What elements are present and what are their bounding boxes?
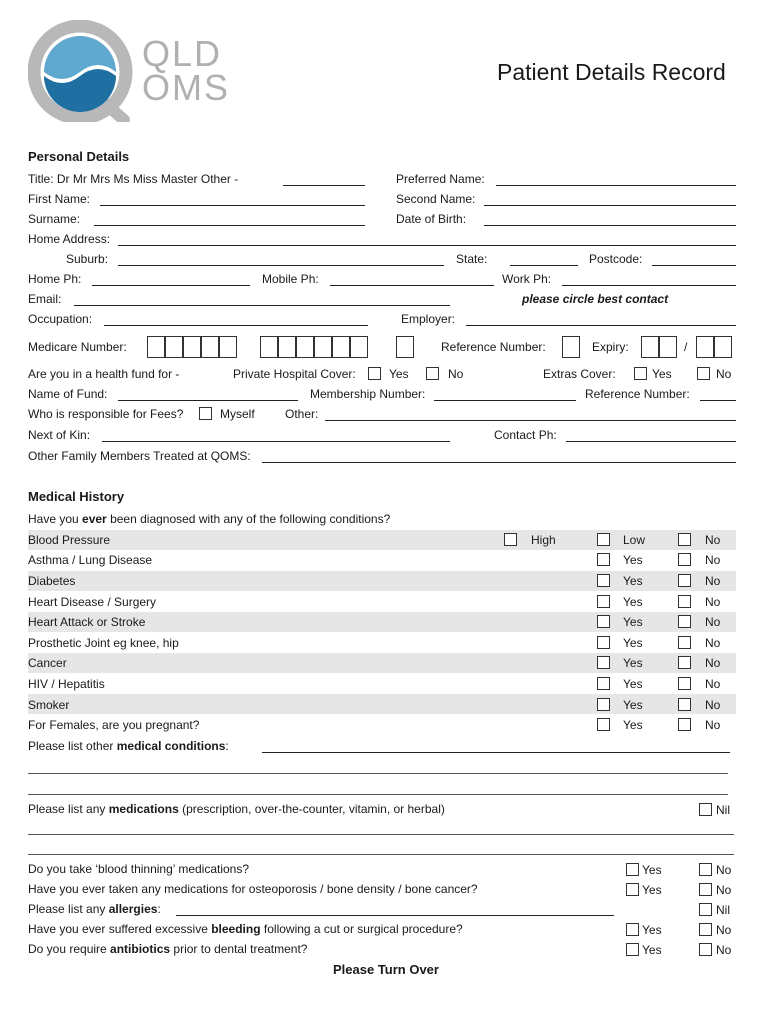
expiry-slash: / bbox=[684, 340, 688, 354]
condition-no-checkbox[interactable] bbox=[678, 615, 691, 628]
condition-yes-label: Yes bbox=[623, 718, 643, 732]
expiry-year-box[interactable] bbox=[714, 336, 732, 358]
other-conditions-label: Please list other medical conditions: bbox=[28, 739, 229, 753]
antibiotics-yes-checkbox[interactable] bbox=[626, 943, 639, 956]
condition-no-label: No bbox=[705, 553, 721, 567]
work-ph-label: Work Ph: bbox=[502, 272, 552, 286]
condition-no-label: No bbox=[705, 636, 721, 650]
page-title: Patient Details Record bbox=[497, 59, 726, 85]
private-cover-yes-checkbox[interactable] bbox=[368, 367, 381, 380]
occupation-label: Occupation: bbox=[28, 312, 93, 326]
private-cover-no-checkbox[interactable] bbox=[426, 367, 439, 380]
bleeding-no-checkbox[interactable] bbox=[699, 923, 712, 936]
allergies-field[interactable] bbox=[176, 915, 614, 916]
fees-other-field[interactable] bbox=[325, 420, 736, 421]
family-members-field[interactable] bbox=[262, 462, 736, 463]
work-ph-field[interactable] bbox=[562, 285, 736, 286]
private-cover-no-label: No bbox=[448, 367, 464, 381]
fees-myself-label: Myself bbox=[220, 407, 255, 421]
logo-text-oms: OMS bbox=[142, 67, 231, 108]
medicare-reference-box[interactable] bbox=[562, 336, 580, 358]
mobile-ph-label: Mobile Ph: bbox=[262, 272, 319, 286]
condition-label: Cancer bbox=[28, 656, 67, 670]
postcode-label: Postcode: bbox=[589, 252, 643, 266]
condition-high-label: High bbox=[531, 533, 556, 547]
condition-yes-checkbox[interactable] bbox=[597, 574, 610, 587]
condition-yes-checkbox[interactable] bbox=[597, 595, 610, 608]
extras-cover-no-checkbox[interactable] bbox=[697, 367, 710, 380]
osteoporosis-no-checkbox[interactable] bbox=[699, 883, 712, 896]
other-conditions-field[interactable] bbox=[262, 752, 730, 753]
osteoporosis-yes-checkbox[interactable] bbox=[626, 883, 639, 896]
condition-label: Heart Attack or Stroke bbox=[28, 615, 146, 629]
blood-thinning-question: Do you take ‘blood thinning’ medications? bbox=[28, 862, 250, 876]
medicare-reference-label: Reference Number: bbox=[441, 340, 546, 354]
best-contact-note: please circle best contact bbox=[522, 292, 669, 306]
medications-nil-label: Nil bbox=[716, 803, 730, 817]
occupation-field[interactable] bbox=[104, 325, 368, 326]
condition-label: Asthma / Lung Disease bbox=[28, 553, 153, 567]
condition-label: Smoker bbox=[28, 698, 70, 712]
blood-thinning-no-checkbox[interactable] bbox=[699, 863, 712, 876]
private-cover-yes-label: Yes bbox=[389, 367, 409, 381]
please-turn-over: Please Turn Over bbox=[333, 962, 439, 977]
fees-label: Who is responsible for Fees? bbox=[28, 407, 184, 421]
condition-yes-label: Yes bbox=[623, 656, 643, 670]
osteoporosis-question: Have you ever taken any medications for osteoporosis / bone density / bone cancer? bbox=[28, 882, 478, 896]
qld-oms-logo-mark bbox=[28, 20, 138, 122]
condition-no-checkbox[interactable] bbox=[678, 533, 691, 546]
state-field[interactable] bbox=[510, 265, 578, 266]
medicare-digit-box[interactable] bbox=[147, 336, 165, 358]
condition-label: Blood Pressure bbox=[28, 533, 111, 547]
antibiotics-no-checkbox[interactable] bbox=[699, 943, 712, 956]
contact-ph-field[interactable] bbox=[566, 441, 736, 442]
condition-yes-checkbox[interactable] bbox=[597, 615, 610, 628]
condition-no-label: No bbox=[705, 698, 721, 712]
condition-low-checkbox[interactable] bbox=[597, 533, 610, 546]
membership-field[interactable] bbox=[434, 400, 576, 401]
dob-field[interactable] bbox=[484, 225, 736, 226]
allergies-label: Please list any allergies: bbox=[28, 902, 161, 916]
blood-thinning-yes-checkbox[interactable] bbox=[626, 863, 639, 876]
condition-no-checkbox[interactable] bbox=[678, 574, 691, 587]
condition-yes-checkbox[interactable] bbox=[597, 677, 610, 690]
medicare-digit-box[interactable] bbox=[314, 336, 332, 358]
condition-yes-checkbox[interactable] bbox=[597, 553, 610, 566]
membership-label: Membership Number: bbox=[310, 387, 426, 401]
extras-cover-yes-label: Yes bbox=[652, 367, 672, 381]
section-heading-medical: Medical History bbox=[28, 489, 125, 504]
first-name-field[interactable] bbox=[100, 205, 365, 206]
condition-no-label: No bbox=[705, 677, 721, 691]
bleeding-yes-checkbox[interactable] bbox=[626, 923, 639, 936]
condition-no-checkbox[interactable] bbox=[678, 636, 691, 649]
email-field[interactable] bbox=[74, 305, 450, 306]
other-conditions-line[interactable] bbox=[28, 773, 728, 774]
condition-no-label: No bbox=[705, 574, 721, 588]
fund-name-label: Name of Fund: bbox=[28, 387, 108, 401]
medicare-digit-box[interactable] bbox=[296, 336, 314, 358]
employer-label: Employer: bbox=[401, 312, 456, 326]
bleeding-no-label: No bbox=[716, 923, 732, 937]
condition-label: Heart Disease / Surgery bbox=[28, 595, 157, 609]
expiry-label: Expiry: bbox=[592, 340, 629, 354]
postcode-field[interactable] bbox=[652, 265, 736, 266]
condition-no-label: No bbox=[705, 718, 721, 732]
allergies-nil-checkbox[interactable] bbox=[699, 903, 712, 916]
condition-yes-label: Yes bbox=[623, 574, 643, 588]
medications-line[interactable] bbox=[28, 854, 734, 855]
first-name-label: First Name: bbox=[28, 192, 91, 206]
bleeding-yes-label: Yes bbox=[642, 923, 662, 937]
medications-nil-checkbox[interactable] bbox=[699, 803, 712, 816]
medicare-digit-box[interactable] bbox=[396, 336, 414, 358]
health-fund-label: Are you in a health fund for - bbox=[28, 367, 180, 381]
condition-no-checkbox[interactable] bbox=[678, 656, 691, 669]
expiry-month-box[interactable] bbox=[659, 336, 677, 358]
condition-yes-checkbox[interactable] bbox=[597, 718, 610, 731]
condition-yes-label: Yes bbox=[623, 553, 643, 567]
condition-no-checkbox[interactable] bbox=[678, 595, 691, 608]
medications-label: Please list any medications (prescription, over-the-counter, vitamin, or herbal) bbox=[28, 802, 445, 816]
home-address-field[interactable] bbox=[118, 245, 736, 246]
surname-field[interactable] bbox=[94, 225, 365, 226]
extras-cover-no-label: No bbox=[716, 367, 732, 381]
condition-yes-checkbox[interactable] bbox=[597, 636, 610, 649]
expiry-year-box[interactable] bbox=[696, 336, 714, 358]
condition-yes-label: Yes bbox=[623, 615, 643, 629]
private-cover-label: Private Hospital Cover: bbox=[233, 367, 356, 381]
home-address-label: Home Address: bbox=[28, 232, 111, 246]
condition-no-checkbox[interactable] bbox=[678, 677, 691, 690]
condition-no-checkbox[interactable] bbox=[678, 718, 691, 731]
next-of-kin-label: Next of Kin: bbox=[28, 428, 91, 442]
medicare-label: Medicare Number: bbox=[28, 340, 127, 354]
condition-label: Prosthetic Joint eg knee, hip bbox=[28, 636, 179, 650]
bleeding-question: Have you ever suffered excessive bleeding following a cut or surgical procedure? bbox=[28, 922, 463, 936]
medicare-digit-box[interactable] bbox=[278, 336, 296, 358]
state-label: State: bbox=[456, 252, 488, 266]
fees-myself-checkbox[interactable] bbox=[199, 407, 212, 420]
condition-yes-label: Yes bbox=[623, 636, 643, 650]
fund-reference-label: Reference Number: bbox=[585, 387, 690, 401]
dob-label: Date of Birth: bbox=[396, 212, 467, 226]
antibiotics-question: Do you require antibiotics prior to dental treatment? bbox=[28, 942, 308, 956]
condition-yes-label: Yes bbox=[623, 677, 643, 691]
antibiotics-no-label: No bbox=[716, 943, 732, 957]
fund-name-field[interactable] bbox=[118, 400, 298, 401]
condition-no-label: No bbox=[705, 656, 721, 670]
medications-line[interactable] bbox=[28, 834, 734, 835]
fund-reference-field[interactable] bbox=[700, 400, 736, 401]
medical-question: Have you ever been diagnosed with any of the following conditions? bbox=[28, 512, 391, 526]
section-heading-personal: Personal Details bbox=[28, 149, 130, 164]
medicare-digit-box[interactable] bbox=[201, 336, 219, 358]
allergies-nil-label: Nil bbox=[716, 903, 730, 917]
title-label: Title: Dr Mr Mrs Ms Miss Master Other - bbox=[28, 172, 239, 186]
medicare-digit-box[interactable] bbox=[219, 336, 237, 358]
fees-other-label: Other: bbox=[285, 407, 319, 421]
expiry-month-box[interactable] bbox=[641, 336, 659, 358]
logo-text-qld: QLD bbox=[142, 33, 223, 74]
medicare-digit-box[interactable] bbox=[350, 336, 368, 358]
suburb-label: Suburb: bbox=[66, 252, 109, 266]
title-other-field[interactable] bbox=[283, 185, 365, 186]
condition-yes-checkbox[interactable] bbox=[597, 656, 610, 669]
preferred-name-label: Preferred Name: bbox=[396, 172, 485, 186]
contact-ph-label: Contact Ph: bbox=[494, 428, 557, 442]
medicare-digit-box[interactable] bbox=[165, 336, 183, 358]
blood-thinning-yes-label: Yes bbox=[642, 863, 662, 877]
mobile-ph-field[interactable] bbox=[330, 285, 494, 286]
condition-label: For Females, are you pregnant? bbox=[28, 718, 200, 732]
osteoporosis-no-label: No bbox=[716, 883, 732, 897]
extras-cover-yes-checkbox[interactable] bbox=[634, 367, 647, 380]
second-name-label: Second Name: bbox=[396, 192, 476, 206]
medicare-digit-box[interactable] bbox=[183, 336, 201, 358]
second-name-field[interactable] bbox=[484, 205, 736, 206]
suburb-field[interactable] bbox=[118, 265, 444, 266]
condition-no-checkbox[interactable] bbox=[678, 553, 691, 566]
medicare-digit-box[interactable] bbox=[332, 336, 350, 358]
employer-field[interactable] bbox=[466, 325, 736, 326]
condition-high-checkbox[interactable] bbox=[504, 533, 517, 546]
home-ph-field[interactable] bbox=[92, 285, 250, 286]
blood-thinning-no-label: No bbox=[716, 863, 732, 877]
surname-label: Surname: bbox=[28, 212, 81, 226]
antibiotics-yes-label: Yes bbox=[642, 943, 662, 957]
medicare-digit-box[interactable] bbox=[260, 336, 278, 358]
condition-no-checkbox[interactable] bbox=[678, 698, 691, 711]
email-label: Email: bbox=[28, 292, 62, 306]
condition-no-label: No bbox=[705, 615, 721, 629]
preferred-name-field[interactable] bbox=[496, 185, 736, 186]
condition-low-label: Low bbox=[623, 533, 646, 547]
condition-no-label: No bbox=[705, 595, 721, 609]
next-of-kin-field[interactable] bbox=[102, 441, 450, 442]
condition-label: Diabetes bbox=[28, 574, 76, 588]
condition-label: HIV / Hepatitis bbox=[28, 677, 105, 691]
condition-no-label: No bbox=[705, 533, 721, 547]
other-conditions-line[interactable] bbox=[28, 794, 728, 795]
osteoporosis-yes-label: Yes bbox=[642, 883, 662, 897]
condition-yes-label: Yes bbox=[623, 595, 643, 609]
condition-yes-checkbox[interactable] bbox=[597, 698, 610, 711]
extras-cover-label: Extras Cover: bbox=[543, 367, 616, 381]
family-members-label: Other Family Members Treated at QOMS: bbox=[28, 449, 251, 463]
home-ph-label: Home Ph: bbox=[28, 272, 82, 286]
condition-yes-label: Yes bbox=[623, 698, 643, 712]
